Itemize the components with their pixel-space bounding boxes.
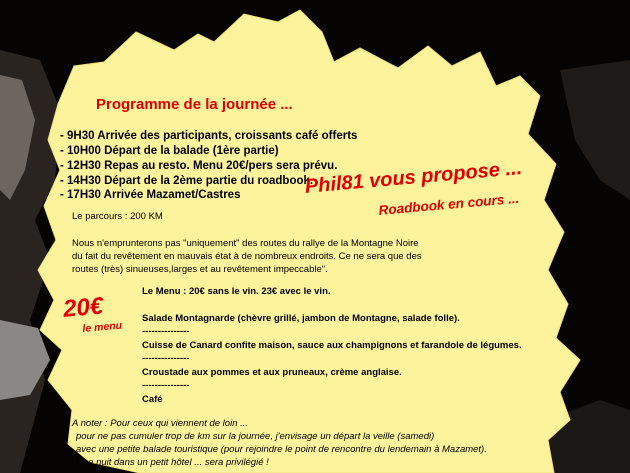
menu-heading: Le Menu : 20€ sans le vin. 23€ avec le vin. (142, 286, 331, 297)
description-line: routes (très) sinueuses,larges et au revêtement impeccable". (72, 264, 328, 275)
schedule-item: - 14H30 Départ de la 2ème partie du roadbook. (60, 175, 314, 187)
price-amount: 20€ (62, 292, 105, 323)
schedule-item: - 9H30 Arrivée des participants, croissants café offerts (60, 130, 358, 142)
menu-separator: --------------- (142, 353, 190, 364)
menu-separator: --------------- (142, 380, 190, 391)
price-label: le menu (82, 319, 123, 335)
note-line: pour ne pas cumuler trop de km sur la journée, j'envisage un départ la veille (samedi) (76, 431, 435, 442)
note-line: Une nuit dans un petit hôtel ... sera privilégié ! (76, 457, 269, 468)
description-line: Nous n'emprunterons pas "uniquement" des routes du rallye de la Montagne Noire (72, 238, 419, 249)
promo-subline: Roadbook en cours ... (378, 190, 520, 218)
program-title: Programme de la journée ... (96, 96, 293, 113)
schedule-item: - 17H30 Arrivée Mazamet/Castres (60, 189, 241, 201)
parcours-distance: Le parcours : 200 KM (72, 211, 163, 222)
promo-headline: Phil81 vous propose ... (304, 157, 523, 198)
menu-separator: --------------- (142, 326, 190, 337)
note-line: A noter : Pour ceux qui viennent de loin ... (72, 418, 249, 429)
schedule-item: - 10H00 Départ de la balade (1ère partie) (60, 145, 279, 157)
menu-item: Croustade aux pommes et aux pruneaux, crème anglaise. (142, 367, 402, 378)
menu-item: Salade Montagnarde (chèvre grillé, jambon de Montagne, salade folle). (142, 313, 460, 324)
schedule-item: - 12H30 Repas au resto. Menu 20€/pers sera prévu. (60, 160, 338, 172)
menu-item: Cuisse de Canard confite maison, sauce aux champignons et farandole de légumes. (142, 340, 522, 351)
description-line: du fait du revêtement en mauvais état à de nombreux endroits. Ce ne sera que des (72, 251, 422, 262)
menu-item: Café (142, 394, 163, 405)
note-line: avec une petite balade touristique (pour rejoindre le point de rencontre du lendemain à Mazamet). (76, 444, 487, 455)
